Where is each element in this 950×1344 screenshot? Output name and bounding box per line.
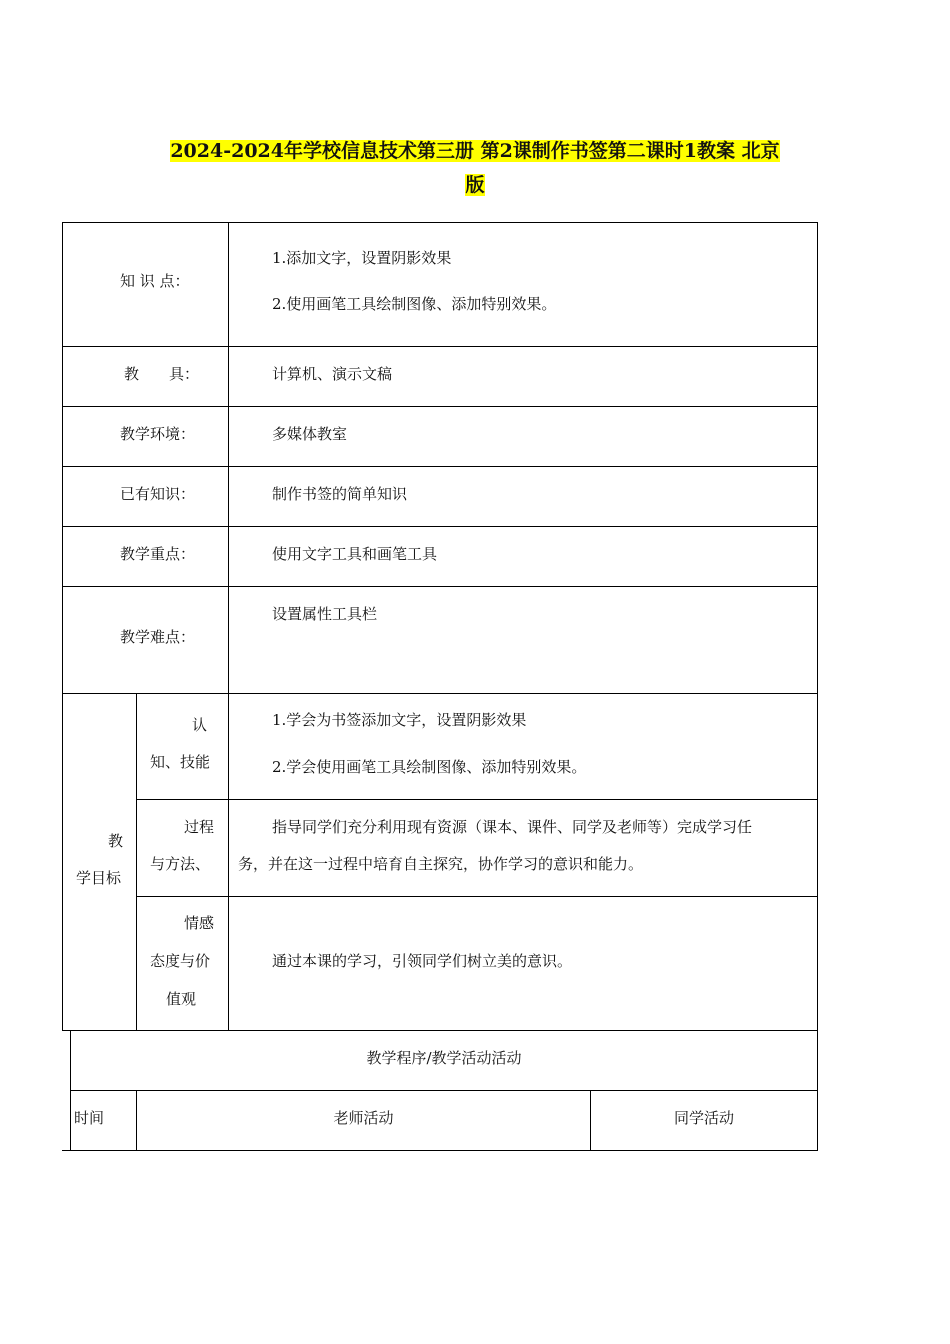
knowledge-line-1: 1.添加文字，设置阴影效果 <box>272 249 452 267</box>
environment-value: 多媒体教室 <box>272 425 348 443</box>
cell-knowledge-value <box>228 222 818 347</box>
cognition-label-line-1: 认 <box>192 716 208 734</box>
process-line-1: 指导同学们充分利用现有资源（课本、课件、同学及老师等）完成学习任 <box>272 818 753 836</box>
cell-process-value <box>228 799 818 897</box>
focus-label: 教学重点： <box>120 545 196 563</box>
goals-label-line-2: 学目标 <box>76 869 122 887</box>
cell-cognition-label <box>136 693 229 800</box>
difficulty-label: 教学难点： <box>120 628 196 646</box>
cell-goals-label <box>62 693 137 1031</box>
prior-value: 制作书签的简单知识 <box>272 485 408 503</box>
difficulty-value: 设置属性工具栏 <box>272 605 378 623</box>
procedure-header: 教学程序/教学活动活动 <box>366 1049 522 1067</box>
environment-label: 教学环境： <box>120 425 196 443</box>
title-line-2: 版 <box>465 174 485 196</box>
cognition-label-line-2: 知、技能 <box>150 753 211 771</box>
goals-label-line-1: 教 <box>108 832 124 850</box>
emotion-value: 通过本课的学习，引领同学们树立美的意识。 <box>272 952 573 970</box>
emotion-label-line-1: 情感 <box>184 914 215 932</box>
document-title <box>100 134 850 202</box>
emotion-label-line-3: 值观 <box>166 990 197 1008</box>
focus-value: 使用文字工具和画笔工具 <box>272 545 438 563</box>
title-line-1: 2024-2024年学校信息技术第三册 第2课制作书签第二课时1教案 北京 <box>170 140 780 162</box>
cognition-line-2: 2.学会使用画笔工具绘制图像、添加特别效果。 <box>272 758 587 776</box>
process-label-line-1: 过程 <box>184 818 215 836</box>
tools-value: 计算机、演示文稿 <box>272 365 393 383</box>
prior-label: 已有知识： <box>120 485 196 503</box>
time-header: 时间 <box>74 1109 105 1127</box>
teacher-header: 老师活动 <box>333 1109 394 1127</box>
student-header: 同学活动 <box>673 1109 734 1127</box>
tools-label: 教 具： <box>124 365 200 383</box>
cell-process-label <box>136 799 229 897</box>
process-label-line-2: 与方法、 <box>150 855 211 873</box>
knowledge-line-2: 2.使用画笔工具绘制图像、添加特别效果。 <box>272 295 557 313</box>
process-line-2: 务，并在这一过程中培育自主探究，协作学习的意识和能力。 <box>238 855 644 873</box>
cognition-line-1: 1.学会为书签添加文字，设置阴影效果 <box>272 711 527 729</box>
emotion-label-line-2: 态度与价 <box>150 952 211 970</box>
table-bottom-tail <box>62 1150 71 1151</box>
knowledge-label: 知 识 点： <box>120 272 190 290</box>
